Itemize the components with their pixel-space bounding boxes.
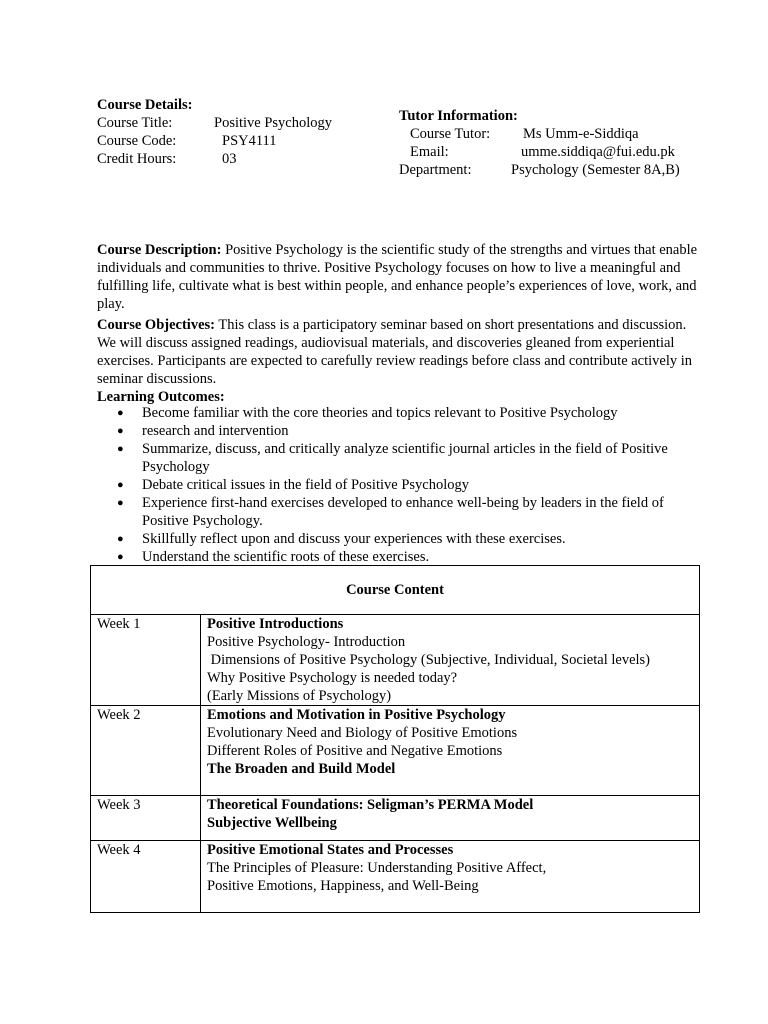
department-value: Psychology (Semester 8A,B) xyxy=(511,162,680,178)
course-description-section xyxy=(97,241,701,406)
week-label: Week 4 xyxy=(91,841,201,913)
course-description-label: Course Description: xyxy=(97,242,222,258)
week-content xyxy=(201,615,700,706)
table-row xyxy=(91,796,700,841)
course-objectives-text: This class is a participatory seminar based on short presentations and discussion. We will discuss assigned readings, audiovisual materials, and discoveries gleaned from experiential exercises. Participants are expected to carefully review readings before class and contribute actively in seminar discussions. xyxy=(97,317,693,387)
week-topic-line: Evolutionary Need and Biology of Positive Emotions xyxy=(207,725,518,741)
bullet-icon: ● xyxy=(117,497,124,509)
course-objectives-label: Course Objectives: xyxy=(97,317,215,333)
week-topic-bold-line: The Broaden and Build Model xyxy=(207,761,396,777)
course-details-heading: Course Details: xyxy=(97,97,193,113)
week-label: Week 2 xyxy=(91,706,201,796)
list-item xyxy=(97,530,701,548)
tutor-info xyxy=(399,107,680,179)
week-topic-bold-line: Subjective Wellbeing xyxy=(207,815,337,831)
week-topic-line: Positive Emotions, Happiness, and Well-Being xyxy=(207,878,479,894)
course-code-label: Course Code: xyxy=(97,133,177,149)
week-label: Week 3 xyxy=(91,796,201,841)
week-topic-line: (Early Missions of Psychology) xyxy=(207,688,392,704)
course-description-text: Positive Psychology is the scientific study of the strengths and virtues that enable individuals and communities to thrive. Positive Psychology focuses on how to live a meaningful and fulfilling life, cultivate what is best within people, and enhance people’s experiences of love, work, and play. xyxy=(97,242,698,312)
week-content xyxy=(201,796,700,841)
week-topic-line: Different Roles of Positive and Negative Emotions xyxy=(207,743,503,759)
table-row xyxy=(91,841,700,913)
list-item-text: Debate critical issues in the field of Positive Psychology xyxy=(142,477,469,493)
learning-outcomes-label: Learning Outcomes: xyxy=(97,389,225,405)
bullet-icon: ● xyxy=(117,425,124,437)
course-title-label: Course Title: xyxy=(97,115,173,131)
list-item-text: Summarize, discuss, and critically analyze scientific journal articles in the field of Positive Psychology xyxy=(142,441,668,475)
week-topic-title: Positive Emotional States and Processes xyxy=(207,842,454,858)
list-item xyxy=(97,548,701,566)
department-label: Department: xyxy=(399,162,472,178)
week-topic-line: Why Positive Psychology is needed today? xyxy=(207,670,458,686)
course-title-value: Positive Psychology xyxy=(214,115,333,131)
week-topic-title: Positive Introductions xyxy=(207,616,344,632)
table-header-row xyxy=(91,566,700,615)
course-tutor-value: Ms Umm-e-Siddiqa xyxy=(523,126,639,142)
list-item xyxy=(97,422,701,440)
credit-hours-value: 03 xyxy=(222,151,237,167)
bullet-icon: ● xyxy=(117,407,124,419)
list-item-text: Understand the scientific roots of these exercises. xyxy=(142,549,430,565)
list-item-text: Experience first-hand exercises developed to enhance well-being by leaders in the field of Positive Psychology. xyxy=(142,495,664,529)
week-content xyxy=(201,706,700,796)
course-objectives-paragraph xyxy=(97,316,701,388)
week-topic-line: The Principles of Pleasure: Understanding Positive Affect, xyxy=(207,860,547,876)
course-details xyxy=(97,96,333,168)
learning-outcomes-list xyxy=(97,404,701,566)
table-row xyxy=(91,706,700,796)
list-item-text: Skillfully reflect upon and discuss your experiences with these exercises. xyxy=(142,531,566,547)
course-content-table xyxy=(90,565,700,913)
list-item xyxy=(97,440,701,476)
course-tutor-label: Course Tutor: xyxy=(410,126,491,142)
bullet-icon: ● xyxy=(117,479,124,491)
credit-hours-label: Credit Hours: xyxy=(97,151,177,167)
week-topic-line: Dimensions of Positive Psychology (Subjective, Individual, Societal levels) xyxy=(207,652,651,668)
email-label: Email: xyxy=(410,144,449,160)
email-value: umme.siddiqa@fui.edu.pk xyxy=(521,144,675,160)
week-topic-line: Positive Psychology- Introduction xyxy=(207,634,406,650)
week-topic-title: Theoretical Foundations: Seligman’s PERMA Model xyxy=(207,797,534,813)
week-label: Week 1 xyxy=(91,615,201,706)
list-item-text: Become familiar with the core theories and topics relevant to Positive Psychology xyxy=(142,405,618,421)
week-content xyxy=(201,841,700,913)
list-item xyxy=(97,494,701,530)
tutor-info-heading: Tutor Information: xyxy=(399,108,518,124)
course-content-heading: Course Content xyxy=(91,566,700,615)
week-topic-title: Emotions and Motivation in Positive Psychology xyxy=(207,707,506,723)
table-row xyxy=(91,615,700,706)
list-item xyxy=(97,476,701,494)
bullet-icon: ● xyxy=(117,551,124,563)
list-item xyxy=(97,404,701,422)
course-description-paragraph xyxy=(97,241,701,313)
bullet-icon: ● xyxy=(117,533,124,545)
course-code-value: PSY4111 xyxy=(222,133,277,149)
bullet-icon: ● xyxy=(117,443,124,455)
list-item-text: research and intervention xyxy=(142,423,289,439)
